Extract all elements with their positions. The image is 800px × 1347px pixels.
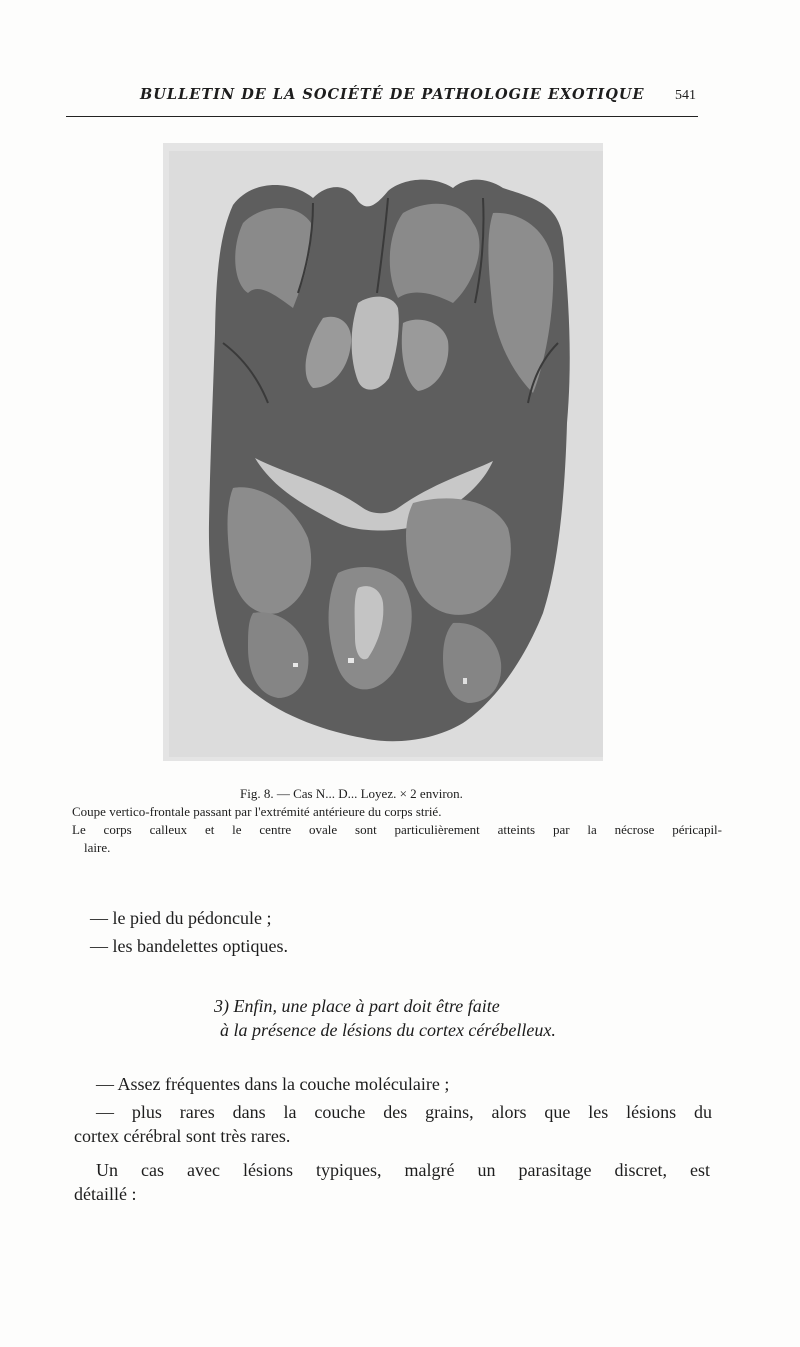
figure-caption-line: Coupe vertico-frontale passant par l'extrémité antérieure du corps strié. (72, 804, 442, 819)
running-header (66, 82, 698, 117)
paragraph-line: détaillé : (74, 1184, 137, 1204)
figure-caption-line: laire. (84, 840, 111, 855)
brain-section-image (163, 143, 603, 761)
list-item: — les bandelettes optiques. (90, 936, 288, 956)
paragraph-line: Un cas avec lésions typiques, malgré un parasitage discret, est (96, 1160, 710, 1180)
figure-caption-line: Le corps calleux et le centre ovale sont particulièrement atteints par la nécrose péricapil- (72, 822, 722, 837)
section-heading: à la présence de lésions du cortex cérébelleux. (220, 1020, 556, 1040)
section-heading: 3) Enfin, une place à part doit être faite (214, 996, 500, 1016)
brain-section-figure (163, 143, 603, 761)
paragraph-line: — Assez fréquentes dans la couche moléculaire ; (96, 1074, 450, 1094)
figure-caption-label: Fig. 8. — Cas N... D... Loyez. × 2 environ. (240, 786, 463, 801)
paragraph-line: cortex cérébral sont très rares. (74, 1126, 291, 1146)
paragraph-line: — plus rares dans la couche des grains, alors que les lésions du (96, 1102, 712, 1122)
journal-title: BULLETIN DE LA SOCIÉTÉ DE PATHOLOGIE EXOTIQUE (140, 86, 645, 103)
list-item: — le pied du pédoncule ; (90, 908, 272, 928)
page-number: 541 (675, 88, 696, 103)
